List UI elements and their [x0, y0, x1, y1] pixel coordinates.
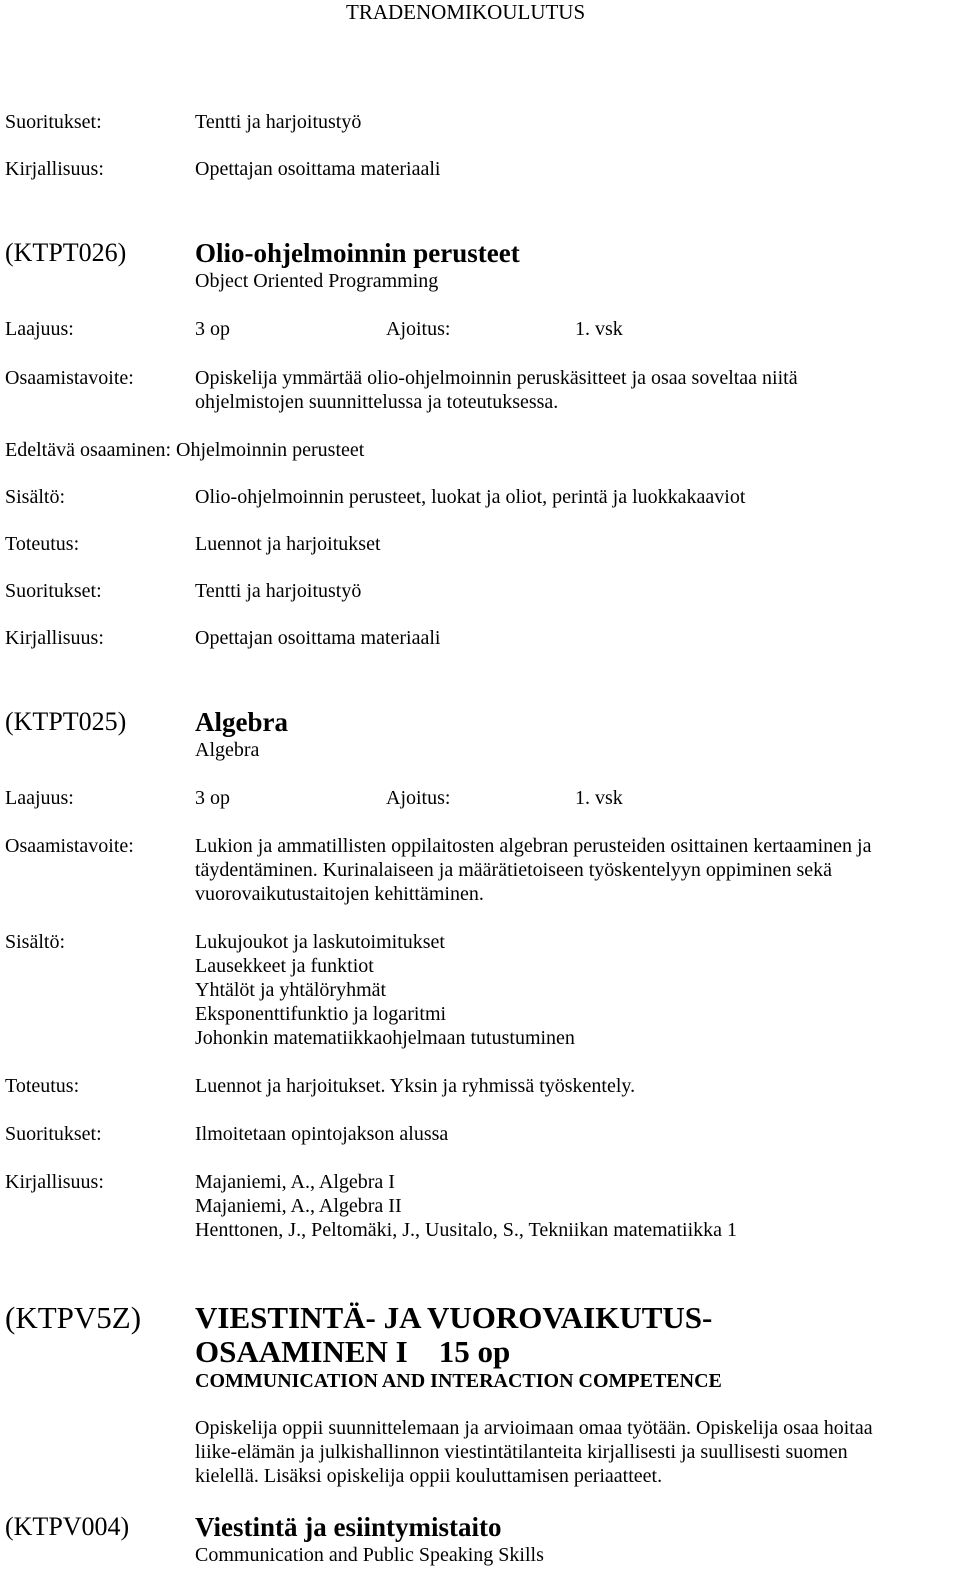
sisalto-value: Olio-ohjelmoinnin perusteet, luokat ja oliot, perintä ja luokkakaaviot — [195, 486, 746, 508]
kirjallisuus-label: Kirjallisuus: — [5, 627, 104, 649]
module-code: (KTPV5Z) — [5, 1300, 142, 1335]
laajuus-label: Laajuus: — [5, 787, 74, 809]
ajoitus-value: 1. vsk — [575, 787, 623, 809]
course-subtitle: Communication and Public Speaking Skills — [195, 1544, 544, 1566]
course-subtitle: Algebra — [195, 739, 260, 761]
kirjallisuus-value: Opettajan osoittama materiaali — [195, 158, 441, 180]
suoritukset-label: Suoritukset: — [5, 1123, 102, 1145]
module-description-line: Opiskelija oppii suunnittelemaan ja arvioimaan omaa työtään. Opiskelija osaa hoitaa — [195, 1417, 873, 1439]
suoritukset-label: Suoritukset: — [5, 580, 102, 602]
sisalto-line: Johonkin matematiikkaohjelmaan tutustuminen — [195, 1027, 575, 1049]
sisalto-line: Yhtälöt ja yhtälöryhmät — [195, 979, 387, 1001]
sisalto-label: Sisältö: — [5, 486, 66, 508]
module-subtitle: COMMUNICATION AND INTERACTION COMPETENCE — [195, 1370, 722, 1392]
module-description-line: liike-elämän ja julkishallinnon viestintätilanteita kirjallisesti ja suullisesti suomen — [195, 1441, 848, 1463]
toteutus-label: Toteutus: — [5, 533, 80, 555]
sisalto-line: Lausekkeet ja funktiot — [195, 955, 374, 977]
sisalto-line: Eksponenttifunktio ja logaritmi — [195, 1003, 447, 1025]
course-code: (KTPV004) — [5, 1512, 130, 1541]
kirjallisuus-line: Majaniemi, A., Algebra I — [195, 1171, 395, 1193]
laajuus-value: 3 op — [195, 318, 230, 340]
module-title-line1: VIESTINTÄ- JA VUOROVAIKUTUS- — [195, 1300, 713, 1335]
sisalto-label: Sisältö: — [5, 931, 66, 953]
osaamistavoite-line: Opiskelija ymmärtää olio-ohjelmoinnin peruskäsitteet ja osaa soveltaa niitä — [195, 367, 798, 389]
toteutus-label: Toteutus: — [5, 1075, 80, 1097]
laajuus-value: 3 op — [195, 787, 230, 809]
edeltava-osaaminen: Edeltävä osaaminen: Ohjelmoinnin perusteet — [5, 439, 365, 461]
module-description-line: kielellä. Lisäksi opiskelija oppii kouluttamisen periaatteet. — [195, 1465, 663, 1487]
toteutus-value: Luennot ja harjoitukset. Yksin ja ryhmissä työskentely. — [195, 1075, 636, 1097]
course-code: (KTPT026) — [5, 238, 127, 267]
sisalto-line: Lukujoukot ja laskutoimitukset — [195, 931, 445, 953]
suoritukset-value: Tentti ja harjoitustyö — [195, 580, 362, 602]
course-title: Algebra — [195, 707, 288, 737]
course-title: Viestintä ja esiintymistaito — [195, 1512, 502, 1542]
course-title: Olio-ohjelmoinnin perusteet — [195, 238, 520, 268]
ajoitus-value: 1. vsk — [575, 318, 623, 340]
osaamistavoite-line: ohjelmistojen suunnittelussa ja toteutuksessa. — [195, 391, 559, 413]
osaamistavoite-line: vuorovaikutustaitojen kehittäminen. — [195, 883, 484, 905]
osaamistavoite-line: Lukion ja ammatillisten oppilaitosten algebran perusteiden osittainen kertaaminen ja — [195, 835, 872, 857]
course-subtitle: Object Oriented Programming — [195, 270, 439, 292]
ajoitus-label: Ajoitus: — [386, 318, 451, 340]
osaamistavoite-line: täydentäminen. Kurinalaiseen ja määrätietoiseen työskentelyyn oppiminen sekä — [195, 859, 833, 881]
osaamistavoite-label: Osaamistavoite: — [5, 835, 134, 857]
toteutus-value: Luennot ja harjoitukset — [195, 533, 381, 555]
suoritukset-value: Ilmoitetaan opintojakson alussa — [195, 1123, 449, 1145]
course-code: (KTPT025) — [5, 707, 127, 736]
kirjallisuus-line: Majaniemi, A., Algebra II — [195, 1195, 402, 1217]
kirjallisuus-value: Opettajan osoittama materiaali — [195, 627, 441, 649]
kirjallisuus-label: Kirjallisuus: — [5, 158, 104, 180]
kirjallisuus-line: Henttonen, J., Peltomäki, J., Uusitalo, S., Tekniikan matematiikka 1 — [195, 1219, 738, 1241]
osaamistavoite-label: Osaamistavoite: — [5, 367, 134, 389]
suoritukset-value: Tentti ja harjoitustyö — [195, 111, 362, 133]
suoritukset-label: Suoritukset: — [5, 111, 102, 133]
page-header: TRADENOMIKOULUTUS — [346, 0, 586, 24]
kirjallisuus-label: Kirjallisuus: — [5, 1171, 104, 1193]
module-title-line2: OSAAMINEN I 15 op — [195, 1334, 511, 1369]
laajuus-label: Laajuus: — [5, 318, 74, 340]
ajoitus-label: Ajoitus: — [386, 787, 451, 809]
